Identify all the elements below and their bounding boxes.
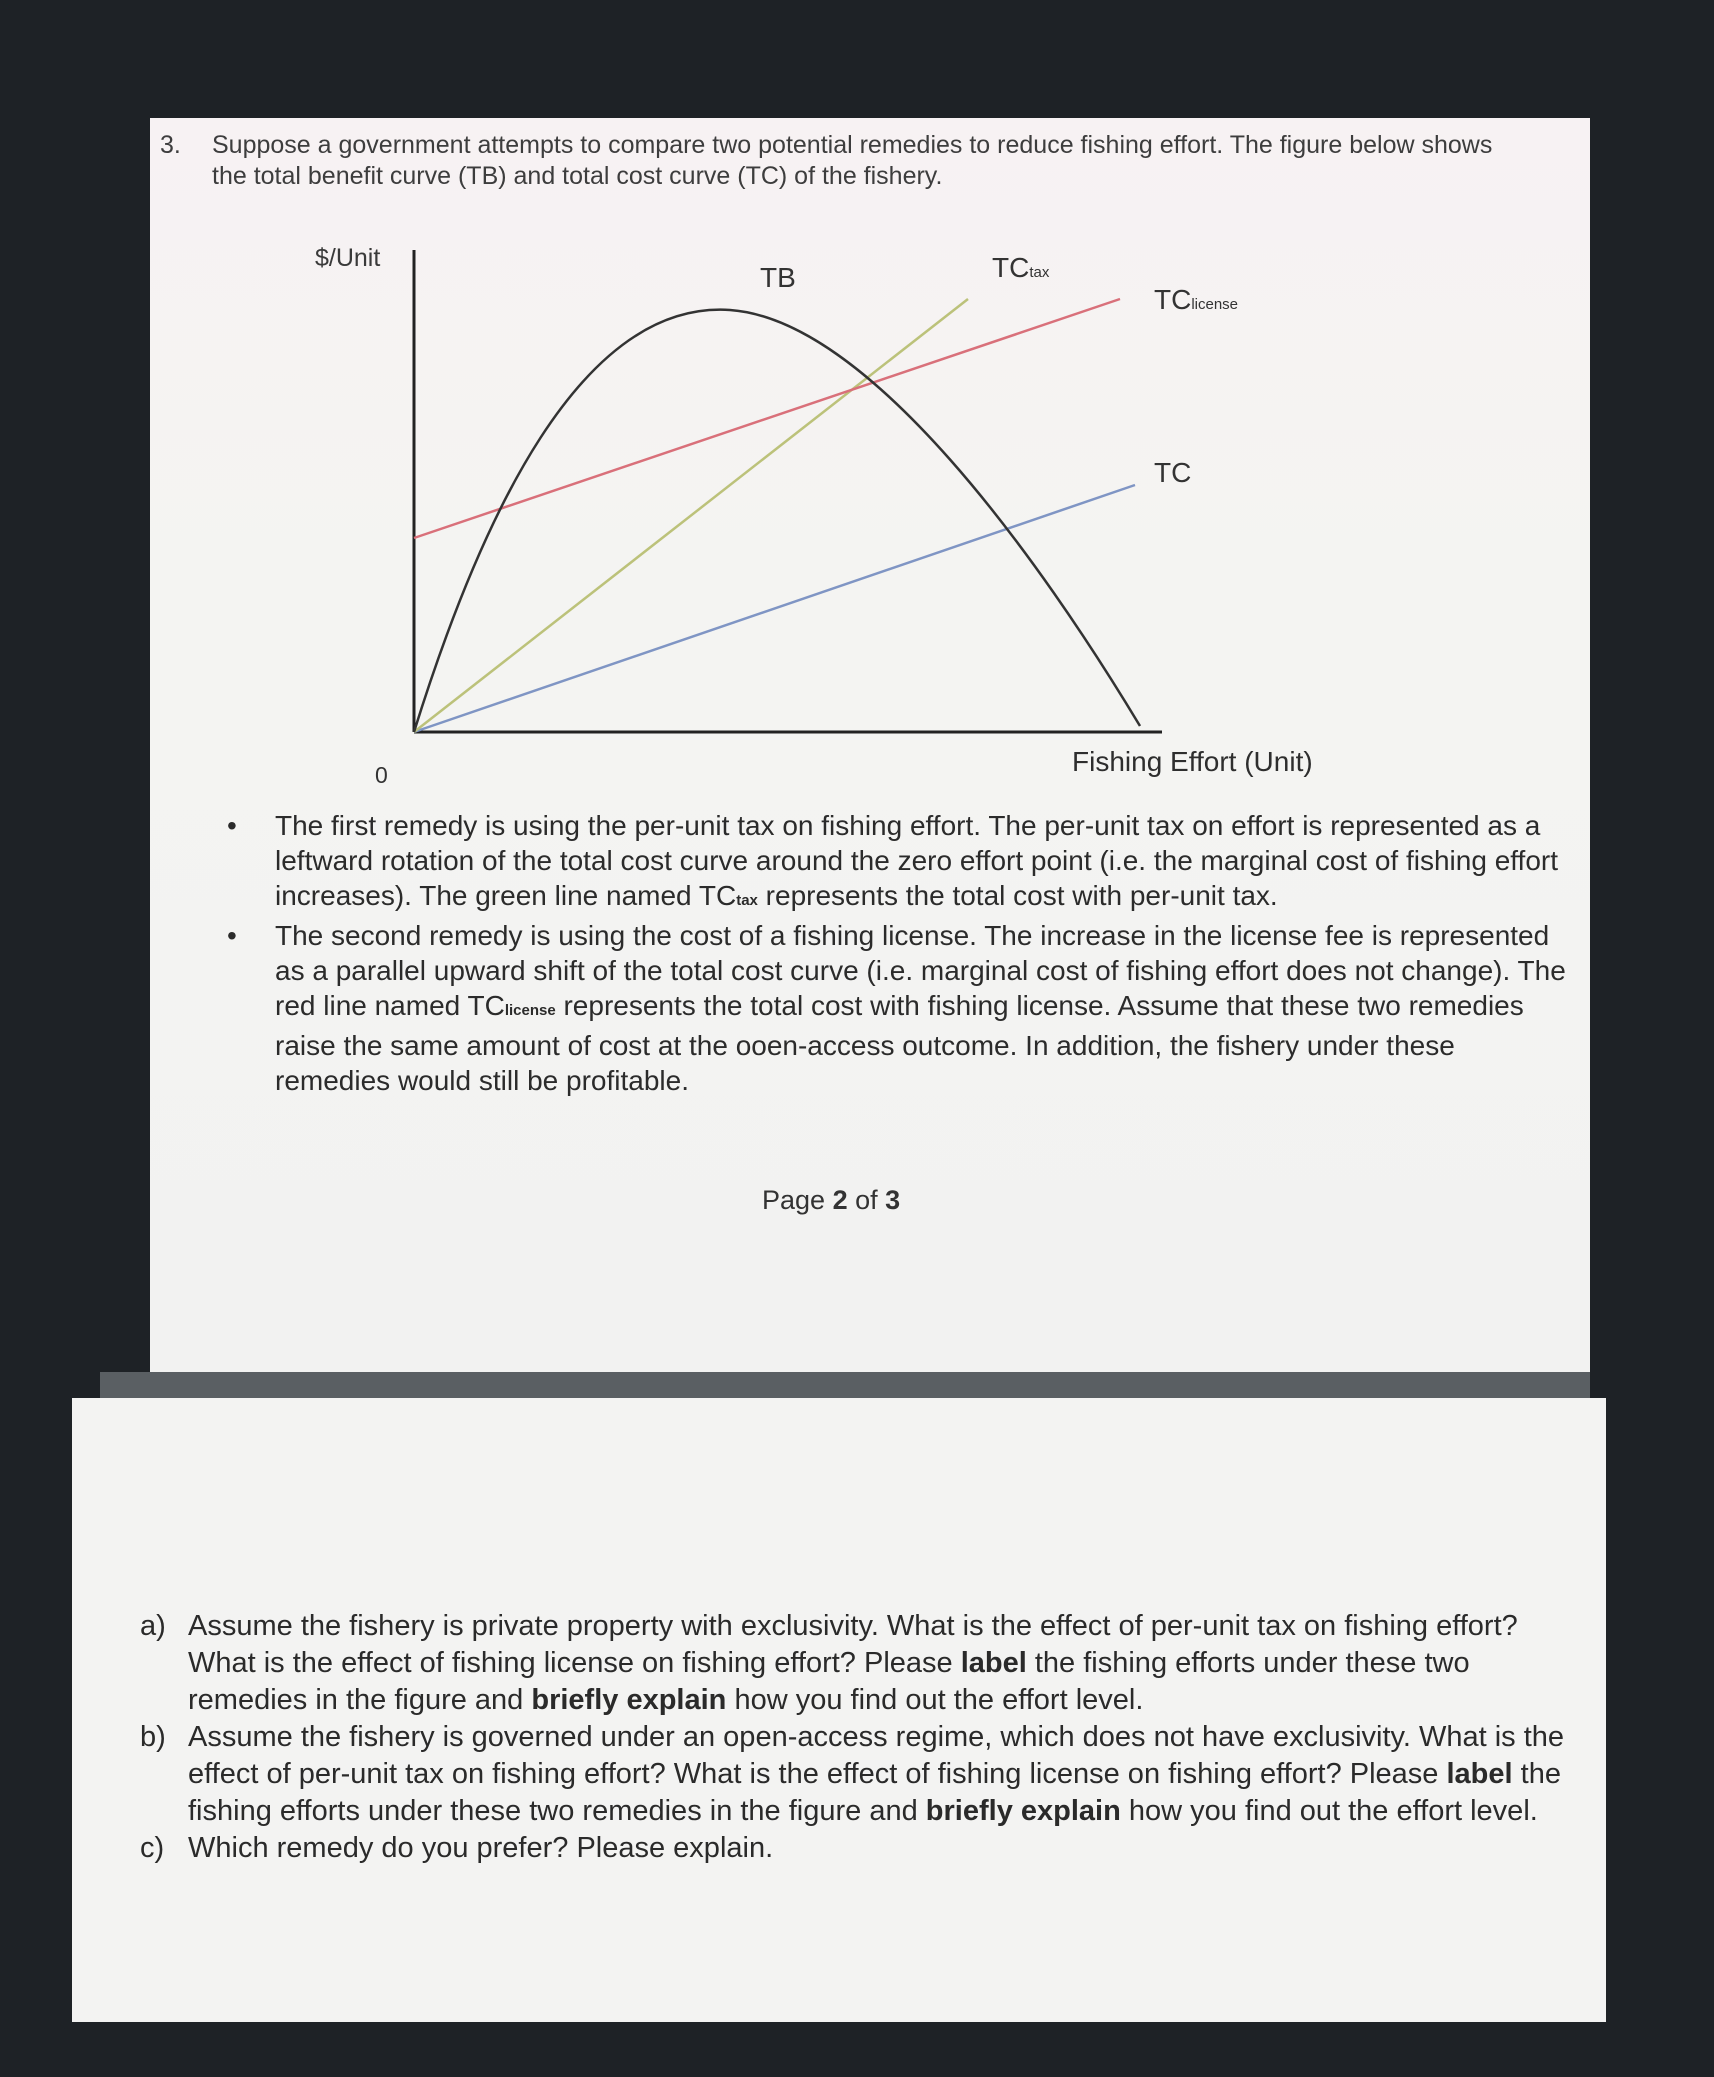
- tb-label: TB: [760, 262, 796, 293]
- remedy-bullets: [215, 808, 1575, 1098]
- origin-label: 0: [375, 762, 388, 788]
- emphasis-text: label: [1446, 1758, 1513, 1790]
- bullet-dot: •: [227, 810, 237, 841]
- emphasis-text: label: [960, 1647, 1027, 1679]
- emphasis-text: briefly explain: [925, 1795, 1121, 1827]
- sub-question-c: c) Which remedy do you prefer? Please explain.: [140, 1832, 774, 1864]
- question-text: the fishing efforts under these two remedies in the figure and: [188, 1758, 1561, 1827]
- tc-tax-label: TCtax: [992, 252, 1050, 283]
- question-text: how you find out the effort level.: [726, 1684, 1144, 1716]
- question-text: Which remedy do you prefer? Please explain.: [188, 1832, 774, 1864]
- emphasis-text: briefly explain: [531, 1684, 727, 1716]
- question-text: how you find out the effort level.: [1120, 1795, 1538, 1827]
- question-text: Assume the fishery is private property with exclusivity. What is the effect of per-unit tax on fishing effort? What is the effect of fishing license on fishing effort? Please: [188, 1610, 1518, 1679]
- y-axis-label: $/Unit: [315, 244, 381, 272]
- question-text: the fishing efforts under these two remedies in the figure and: [188, 1647, 1470, 1716]
- bullet-item: • The first remedy is using the per-unit tax on fishing effort. The per-unit tax on effort is represented as a leftward rotation of the total cost curve around the zero effort point (i.e. the marginal cost of fishing effort increases). The green line named TCtax represents the total cost with per-unit tax.: [227, 810, 1558, 911]
- sub-questions: [128, 1608, 1588, 1867]
- question-number: 3.: [160, 131, 181, 159]
- tc-label: TC: [1154, 457, 1192, 488]
- sub-question-b: b) Assume the fishery is governed under an open-access regime, which does not have exclusivity. What is the effect of per-unit tax on fishing effort? What is the effect of fishing license on fishing effort? Please label the fishing efforts under these two remedies in the figure and briefly explain how you find out the effort level.: [140, 1721, 1565, 1827]
- x-axis-label: Fishing Effort (Unit): [1072, 746, 1313, 777]
- page-number: Page 2 of 3: [762, 1185, 901, 1215]
- tc-license-label: TClicense: [1154, 284, 1239, 315]
- question-text: Assume the fishery is governed under an open-access regime, which does not have exclusivity. What is the effect of per-unit tax on fishing effort? What is the effect of fishing license on fishing effort? Please: [188, 1721, 1565, 1790]
- question-text: Suppose a government attempts to compare two potential remedies to reduce fishing effort. The figure below shows the total benefit curve (TB) and total cost curve (TC) of the fishery.: [212, 131, 1493, 190]
- tc-line: [414, 485, 1135, 732]
- bullet-item: • The second remedy is using the cost of a fishing license. The increase in the license fee is represented as a parallel upward shift of the total cost curve (i.e. marginal cost of fishing effort does not change). The red line named TClicense represents the total cost with fishing license. Assume that these two remedies raise the same amount of cost at the ooen-access outcome. In addition, the fishery under these remedies would still be profitable.: [227, 920, 1566, 1096]
- tc-license-line: [414, 299, 1120, 538]
- sub-question-a: a) Assume the fishery is private property with exclusivity. What is the effect of per-unit tax on fishing effort? What is the effect of fishing license on fishing effort? Please label the fishing efforts under these two remedies in the figure and briefly explain how you find out the effort level.: [140, 1610, 1518, 1716]
- bullet-dot: •: [227, 920, 237, 951]
